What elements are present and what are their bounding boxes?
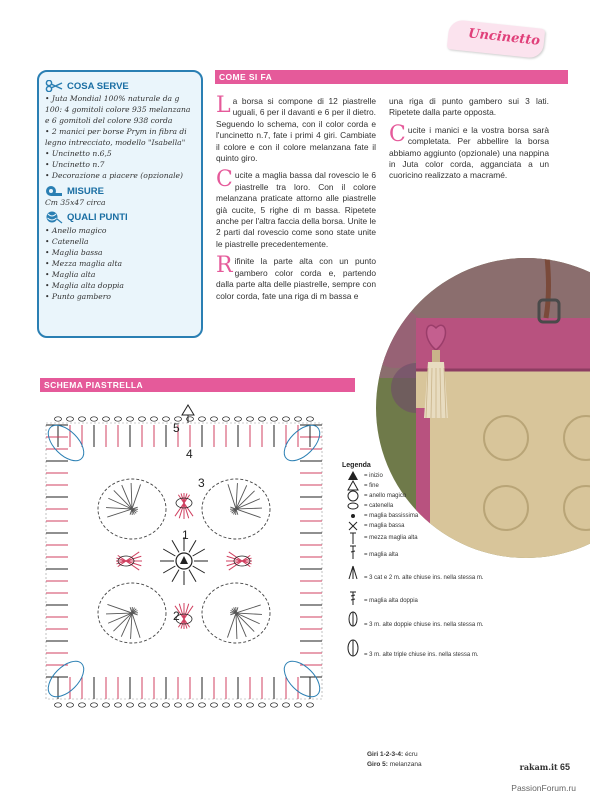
legend-label: = mezza maglia alta [364, 535, 418, 541]
chain-stitch [187, 703, 194, 707]
legend-rows [342, 471, 542, 671]
treble-icon [342, 591, 364, 611]
legend-label: = 3 m. alte doppie chiuse ins. nella stessa m. [364, 622, 484, 628]
list-item: • Catenella [45, 237, 89, 246]
legend-row [342, 565, 542, 591]
page-footer [520, 762, 570, 772]
chain-stitch [79, 703, 86, 707]
legend-label: = maglia bassissima [364, 513, 419, 519]
chain-stitch [103, 703, 110, 707]
legend-row [342, 531, 542, 545]
chain-stitch [259, 703, 266, 707]
site-name: rakam.it [519, 762, 558, 772]
dc-stitch [172, 540, 179, 552]
list-item: • Maglia bassa [45, 248, 103, 257]
giri-value-1: écru [404, 751, 418, 758]
chain-stitch [67, 417, 74, 421]
cluster-3dc-icon [342, 565, 364, 591]
instructions-column-right [389, 96, 549, 188]
paragraph: una riga di punto gambero sui 3 lati. Ripetete dalla parte opposta. [389, 96, 549, 118]
legend-label: = 3 m. alte triple chiuse ins. nella stessa m. [364, 652, 479, 658]
dc-stitch [189, 540, 196, 552]
round-labels [173, 421, 205, 623]
stitch-diagram [46, 417, 322, 707]
cosa-serve-title: COSA SERVE [67, 80, 129, 92]
chain-stitch [307, 703, 314, 707]
misure-heading [45, 185, 195, 197]
start-triangle-icon [180, 556, 188, 564]
chain-stitch [151, 417, 158, 421]
chain-stitch [115, 703, 122, 707]
chain-stitch [175, 703, 182, 707]
chain-stitch [283, 417, 290, 421]
misure-title: MISURE [67, 185, 104, 197]
chain-stitch [307, 417, 314, 421]
materials-box [37, 70, 203, 338]
legend-label: = fine [364, 483, 379, 489]
double-crochet-icon [342, 545, 364, 565]
crochet-chart [28, 395, 346, 745]
chain-stitch [223, 417, 230, 421]
legend-row [342, 521, 542, 531]
chain-stitch [115, 417, 122, 421]
legend-label: = maglia alta doppia [364, 598, 418, 604]
paragraph: Cucite a maglia bassa dal rovescio le 6 piastrelle tra loro. Con il colore melanzana praticate attorno alle piastrelle già cucite, 5 righe di m bassa. Ripetete anche per l'altra faccia della borsa. Unite le 2 parti dal rovescio come sono state unite le piastrelle precedentemente. [216, 167, 376, 249]
list-item: • Uncinetto n.7 [45, 160, 105, 169]
dimensions-value: Cm 35x47 circa [45, 198, 106, 207]
list-item: • Anello magico [45, 226, 107, 235]
chain-stitch [91, 417, 98, 421]
color-notes [367, 750, 422, 770]
giri-label-1: Giri 1-2-3-4: [367, 751, 404, 758]
schema-bar [40, 378, 355, 392]
legend-title: Legenda [342, 462, 371, 469]
chain-stitch [259, 417, 266, 421]
chain-stitch [163, 703, 170, 707]
chain-stitch [211, 703, 218, 707]
schema-title: SCHEMA PIASTRELLA [44, 380, 144, 390]
cluster-3tr-icon [342, 611, 364, 639]
legend-row [342, 481, 542, 491]
drop-cap: L [216, 93, 231, 118]
chain-stitch [199, 417, 206, 421]
stitches-list [45, 225, 195, 302]
drop-cap: R [216, 253, 233, 279]
chain-stitch [295, 703, 302, 707]
giri-value-2: melanzana [389, 761, 422, 768]
chain-stitch [127, 417, 134, 421]
category-tab [438, 18, 550, 64]
watermark: PassionForum.ru [511, 783, 576, 793]
legend-row [342, 501, 542, 511]
legend [342, 462, 542, 671]
round-label-1: 1 [182, 528, 189, 542]
chain-stitch [235, 703, 242, 707]
chain-stitch [223, 703, 230, 707]
chain-stitch [139, 417, 146, 421]
tape-measure-icon [45, 185, 63, 197]
come-si-fa-bar [215, 70, 568, 84]
tab-text: Uncinetto [467, 26, 541, 49]
dc-stitch [189, 570, 196, 582]
come-si-fa-title: COME SI FA [219, 72, 273, 82]
giri-label-2: Giro 5: [367, 761, 388, 768]
dc-stitch [163, 566, 175, 573]
materials-list [45, 93, 195, 181]
chain-stitch [91, 703, 98, 707]
list-item: • 2 manici per borse Prym in fibra di legno intrecciato, modello "Isabella" [45, 127, 187, 147]
legend-label: = maglia bassa [364, 523, 405, 529]
paragraph: Rifinite la parte alta con un punto gambero color corda e, partendo dalla parte alta delle piastrelle, sempre con color corda, fate una riga di m bassa e [216, 253, 376, 301]
list-item: • Decorazione a piacere (opzionale) [45, 171, 184, 180]
chain-stitch [55, 703, 62, 707]
scissors-icon [45, 80, 63, 92]
drop-cap: C [389, 121, 406, 147]
list-item: • Punto gambero [45, 292, 111, 301]
chain-stitch [139, 703, 146, 707]
legend-label: = 3 cat e 2 m. alte chiuse ins. nella stessa m. [364, 575, 484, 581]
chain-stitch [67, 703, 74, 707]
list-item: • Maglia alta [45, 270, 96, 279]
legend-row [342, 511, 542, 521]
legend-row [342, 639, 542, 671]
dc-stitch [193, 549, 205, 556]
round-label-2: 2 [173, 609, 180, 623]
chain-stitch [235, 417, 242, 421]
half-double-icon [342, 531, 364, 545]
dc-stitch [193, 566, 205, 573]
round-label-5: 5 [173, 421, 180, 435]
legend-row [342, 545, 542, 565]
chain-stitch [127, 703, 134, 707]
chain-stitch [199, 703, 206, 707]
round-label-3: 3 [198, 476, 205, 490]
instructions-column-left [216, 93, 376, 308]
list-item: • Uncinetto n.6,5 [45, 149, 112, 158]
chain-stitch [151, 703, 158, 707]
chain-stitch [103, 417, 110, 421]
chain-stitch [247, 703, 254, 707]
dc-stitch [172, 570, 179, 582]
list-item: • Mezza maglia alta [45, 259, 123, 268]
legend-label: = inizio [364, 473, 383, 479]
round-label-4: 4 [186, 447, 193, 461]
chain-stitch [271, 417, 278, 421]
legend-label: = catenella [364, 503, 394, 509]
chain-stitch [247, 417, 254, 421]
list-item: • Juta Mondial 100% naturale da g 100: 4 gomitoli colore 935 melanzana e 6 gomitoli del colore 938 corda [45, 94, 191, 125]
chain-stitch [271, 703, 278, 707]
chain-stitch [211, 417, 218, 421]
legend-row [342, 611, 542, 639]
cluster-3dtr-icon [342, 639, 364, 671]
yarn-ball-icon [45, 210, 63, 224]
chain-stitch [79, 417, 86, 421]
paragraph: La borsa si compone di 12 piastrelle uguali, 6 per il davanti e 6 per il dietro. Seguendo lo schema, con il color corda e l'uncinetto n.7, fate i primi 4 giri. Cambiate il colore e con il colore melanzana fate il quinto giro. [216, 93, 376, 164]
quali-punti-title: QUALI PUNTI [67, 211, 128, 223]
legend-label: = anello magico [364, 493, 407, 499]
legend-row [342, 591, 542, 611]
paragraph: Cucite i manici e la vostra borsa sarà completata. Per abbellire la borsa abbiamo aggiunto (opzionale) una nappina in Juta color corda, agganciata a un cuoricino realizzato a macramé. [389, 121, 549, 181]
page-number: 65 [559, 762, 570, 772]
legend-label: = maglia alta [364, 552, 399, 558]
list-item: • Maglia alta doppia [45, 281, 124, 290]
dc-stitch [163, 549, 175, 556]
quali-punti-heading [45, 210, 195, 224]
chain-stitch [163, 417, 170, 421]
drop-cap: C [216, 167, 233, 193]
chain-stitch [283, 703, 290, 707]
cosa-serve-heading [45, 80, 195, 92]
chain-stitch [55, 417, 62, 421]
legend-row [342, 471, 542, 481]
legend-row [342, 491, 542, 501]
start-marker [182, 405, 194, 423]
chain-stitch [295, 417, 302, 421]
